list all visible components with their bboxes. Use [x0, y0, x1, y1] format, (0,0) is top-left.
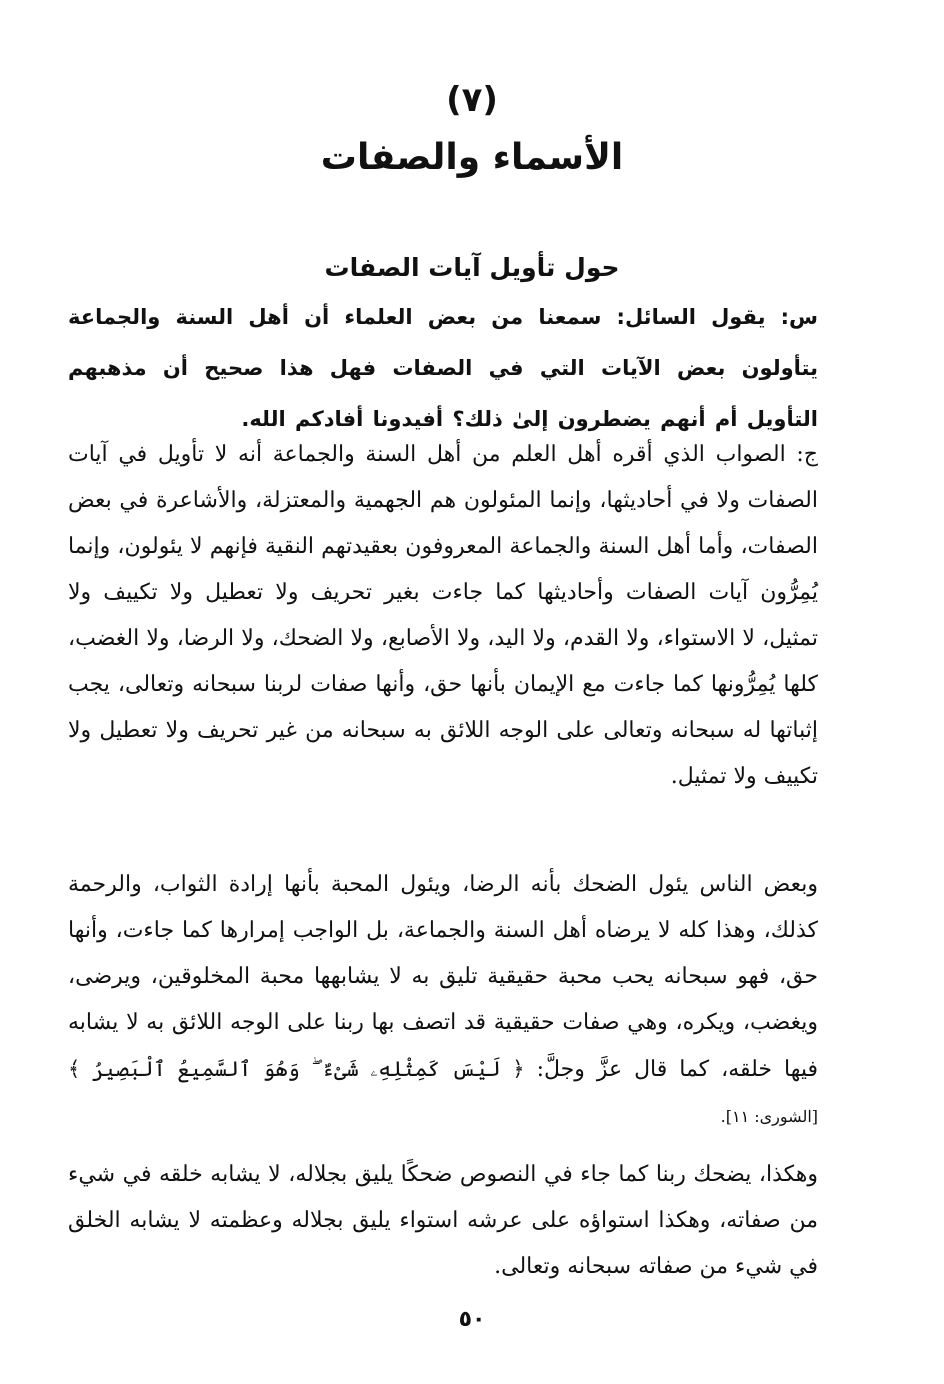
question-paragraph: س: يقول السائل: سمعنا من بعض العلماء أن أهل السنة والجماعة يتأولون بعض الآيات التي في الصفات فهل هذا صحيح أن مذهبهم التأويل أم أنهم يضطرون إلىٰ ذلك؟ أفيدونا أفادكم الله. [68, 305, 818, 431]
paragraph-2-text: وبعض الناس يئول الضحك بأنه الرضا، ويئول المحبة بأنها إرادة الثواب، والرحمة كذلك، وهذا كله لا يرضاه أهل السنة والجماعة، بل الواجب إمرارها كما جاءت، وأنها حق، فهو سبحانه يحب محبة حقيقية تليق به لا يشابهها محبة المخلوقين، ويرضى، ويغضب، ويكره، وهي صفات حقيقية قد اتصف بها ربنا على الوجه اللائق به لا يشابه فيها خلقه، كما قال عزَّ وجلَّ: [68, 872, 818, 1082]
page-number: ٥٠ [458, 1307, 486, 1332]
quran-verse: ﴿ لَيْسَ كَمِثْلِهِۦ شَىْءٌ ۖ وَهُوَ ٱلسَّمِيعُ ٱلْبَصِيرُ ﴾ [68, 1057, 525, 1081]
answer-paragraph: ج: الصواب الذي أقره أهل العلم من أهل السنة والجماعة أنه لا تأويل في آيات الصفات ولا في أحاديثها، وإنما المئولون هم الجهمية والمعتزلة، والأشاعرة في بعض الصفات، وأما أهل السنة والجماعة المعروفون بعقيدتهم النقية فإنهم لا يئولون، وإنما يُمِرُّون آيات الصفات وأحاديثها كما جاءت بغير تحريف ولا تعطيل ولا تكييف ولا تمثيل، لا الاستواء، ولا القدم، ولا اليد، ولا الأصابع، ولا الضحك، ولا الرضا، ولا الغضب، كلها يُمِرُّونها كما جاءت مع الإيمان بأنها حق، وأنها صفات لربنا سبحانه وتعالى، يجب إثباتها له سبحانه وتعالى على الوجه اللائق به سبحانه من غير تحريف ولا تعطيل ولا تكييف ولا تمثيل. [68, 442, 818, 789]
body-paragraph-2 [68, 862, 818, 1140]
section-title: حول تأويل آيات الصفات [324, 253, 620, 282]
verse-citation: [الشورى: ١١]. [720, 1107, 818, 1126]
chapter-number: (٧) [446, 80, 498, 120]
chapter-title: الأسماء والصفات [320, 137, 624, 178]
body-paragraph-3: وهكذا، يضحك ربنا كما جاء في النصوص ضحكًا يليق بجلاله، لا يشابه خلقه في شيء من صفاته، وهكذا استواؤه على عرشه استواء يليق بجلاله وعظمته لا يشابه الخلق في شيء من صفاته سبحانه وتعالى. [68, 1162, 818, 1279]
